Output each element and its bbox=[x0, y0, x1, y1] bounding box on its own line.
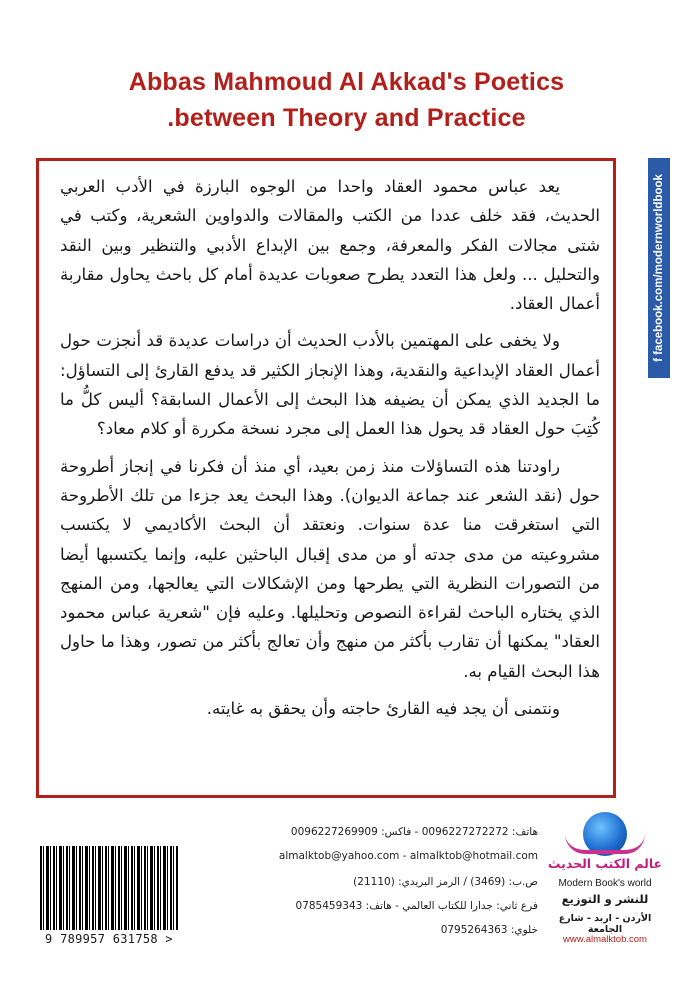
facebook-banner-text: f facebook.com/modernworldbook bbox=[653, 174, 665, 362]
phone-fax-line: هاتف: 0096227272272 - فاكس: 0096227269909 bbox=[290, 826, 538, 838]
barcode-bars bbox=[40, 846, 178, 930]
mobile-line: خلوي: 0795264363 bbox=[440, 924, 538, 936]
email-line: almalktob@yahoo.com - almalktob@hotmail.com bbox=[278, 850, 538, 862]
isbn-number: 9 789957 631758 > bbox=[45, 932, 173, 946]
blurb-paragraph-1: يعد عباس محمود العقاد واحدا من الوجوه البارزة في الأدب العربي الحديث، فقد خلف عددا من الكتب والمقالات والدواوين الشعرية، وكتب في شتى مجالات الفكر والمعرفة، وجمع بين الإبداع الأدبي والتنظير وبين النقد والتحليل ... ولعل هذا التعدد يطرح صعوبات عديدة أمام كل باحث يحاول مقاربة أعمال العقاد. bbox=[60, 177, 600, 314]
open-book-icon bbox=[565, 834, 645, 854]
blurb-paragraph-2: ولا يخفى على المهتمين بالأدب الحديث أن دراسات عديدة قد أنجزت حول أعمال العقاد الإبداعية والنقدية، وهذا الإنجاز الكثير قد يدفع القارئ إلى التساؤل: ما الجديد الذي يمكن أن يضيفه هذا البحث إلى الأعمال السابقة؟ أليس كلُّ ما كُتِبَ حول العقاد قد يحول هذا العمل إلى مجرد نسخة مكررة أو كلام معاد؟ bbox=[60, 331, 600, 439]
facebook-banner bbox=[648, 158, 670, 378]
publisher-logo bbox=[547, 812, 663, 962]
blurb-paragraph-4: ونتمنى أن يجد فيه القارئ حاجته وأن يحقق به غايته. bbox=[206, 699, 560, 719]
publisher-distribution: للنشر و التوزيع bbox=[561, 892, 649, 906]
branch-line: فرع ثاني: جدارا للكتاب العالمي - هاتف: 0785459343 bbox=[295, 900, 538, 912]
pobox-line: ص.ب: (3469) / الرمز البريدي: (21110) bbox=[353, 876, 538, 888]
isbn-barcode bbox=[34, 842, 184, 954]
blurb-text bbox=[60, 172, 600, 731]
blurb-paragraph-3: راودتنا هذه التساؤلات منذ زمن بعيد، أي منذ أن فكرنا في إنجاز أطروحة حول (نقد الشعر عند جماعة الديوان). وهذا البحث يعد جزءا من تلك الأطروحة التي استغرقت منا عدة سنوات. ونعتقد أن البحث الأكاديمي لا يكتسب مشروعيته من مدى جدته أو من مدى إقبال الباحثين عليه، وإنما يكتسبها أيضا من التصورات النظرية التي يطرحها ومن الإشكالات التي يعالجها، ومن المنهج الذي يختاره الباحث لقراءة النصوص وتحليلها. وعليه فإن "شعرية عباس محمود العقاد" يمكنها أن تقارب بأكثر من منهج وأن تعالج بأكثر من تصور، وهذا ما حاول هذا البحث القيام به. bbox=[60, 456, 600, 681]
book-title-line-2: .between Theory and Practice bbox=[167, 104, 526, 132]
publisher-address: الأردن - اربد - شارع الجامعة bbox=[558, 913, 652, 935]
book-title-line-1: Abbas Mahmoud Al Akkad's Poetics bbox=[128, 68, 565, 96]
publisher-name-english: Modern Book's world bbox=[558, 878, 652, 889]
publisher-website: www.almalktob.com bbox=[563, 934, 647, 945]
publisher-name-arabic: عالم الكتب الحديث bbox=[547, 856, 663, 871]
